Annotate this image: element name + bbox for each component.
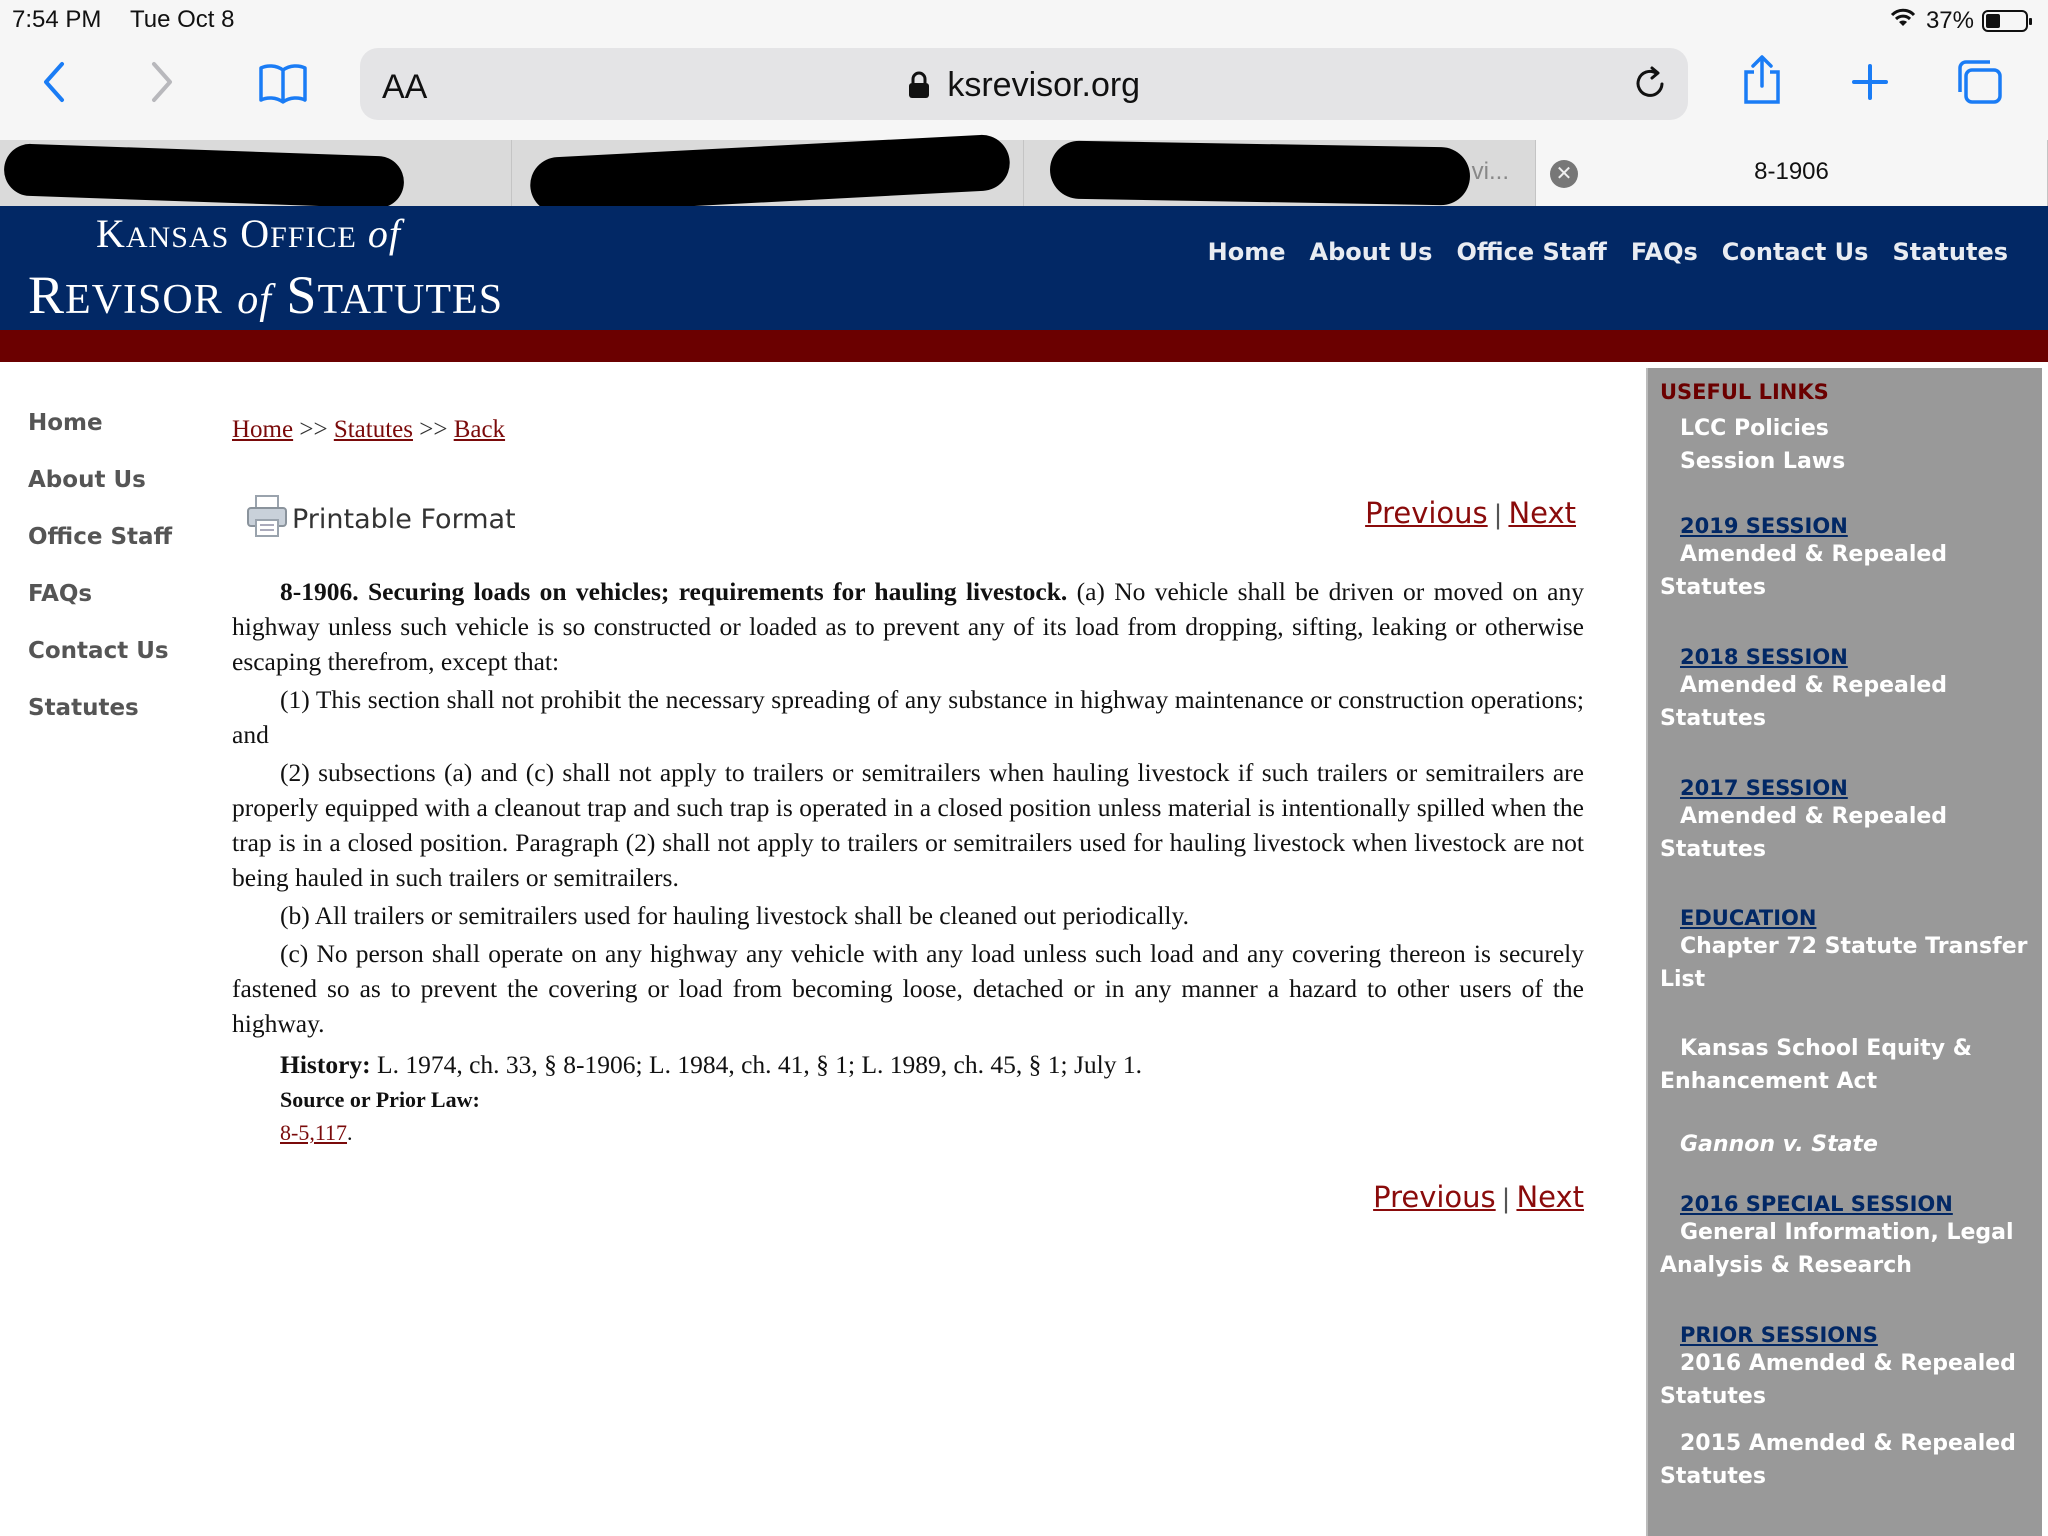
active-tab-title: 8-1906 xyxy=(1754,158,1829,185)
top-nav-statutes[interactable]: Statutes xyxy=(1892,238,2008,266)
address-bar[interactable] xyxy=(360,48,1688,120)
lock-icon xyxy=(908,66,947,104)
sidebar-link-chapter-72[interactable]: Chapter 72 Statute Transfer List xyxy=(1660,934,2028,992)
sidebar-link-2019-statutes[interactable]: Amended & Repealed Statutes xyxy=(1660,542,1948,600)
sidebar-school-equity xyxy=(1660,1032,2036,1098)
left-nav-faqs[interactable]: FAQs xyxy=(28,581,93,607)
breadcrumb-back[interactable]: Back xyxy=(453,416,506,443)
site-title-line1: KANSAS OFFICE of xyxy=(96,211,401,256)
status-right xyxy=(1888,6,2028,35)
sidebar-link-2017-statutes[interactable]: Amended & Repealed Statutes xyxy=(1660,804,1948,862)
forward-icon[interactable] xyxy=(148,60,176,109)
domain-text: ksrevisor.org xyxy=(947,66,1141,104)
sidebar-top-links xyxy=(1660,412,2036,478)
statute-text xyxy=(232,574,1584,1151)
left-nav-about-us[interactable]: About Us xyxy=(28,467,146,493)
breadcrumb-statutes[interactable]: Statutes xyxy=(333,416,413,443)
sidebar-link-prior-sessions[interactable]: PRIOR SESSIONS xyxy=(1680,1323,1878,1347)
battery-percent: 37% xyxy=(1925,6,1974,34)
breadcrumb-separator: >> xyxy=(299,416,328,443)
new-tab-icon[interactable] xyxy=(1850,62,1890,107)
share-icon[interactable] xyxy=(1740,54,1784,111)
breadcrumb xyxy=(232,416,1584,444)
left-nav-office-staff[interactable]: Office Staff xyxy=(28,524,173,550)
sidebar-link-session-laws[interactable]: Session Laws xyxy=(1680,449,1846,474)
statute-paragraph-b: (b) All trailers or semitrailers used for hauling livestock shall be cleaned out periodically. xyxy=(280,901,1189,930)
bookmarks-icon[interactable] xyxy=(258,62,308,109)
statute-paragraph-a: 8-1906. Securing loads on vehicles; requirements for hauling livestock. (a) No vehicle shall be driven or moved on any highway unless such vehicle is so constructed or loaded as to prevent any of its load from dropping, sifting, leaking or otherwise escaping therefrom, except that: xyxy=(232,577,1585,676)
printer-icon xyxy=(246,494,288,545)
close-tab-icon[interactable]: ✕ xyxy=(1550,160,1578,188)
top-nav-faqs[interactable]: FAQs xyxy=(1630,238,1698,266)
sidebar-session-2017 xyxy=(1660,776,2036,866)
sidebar-link-2015-statutes[interactable]: 2015 Amended & Repealed Statutes xyxy=(1660,1431,2016,1489)
statute-paragraph-1: (1) This section shall not prohibit the necessary spreading of any substance in highway maintenance or construction operations; and xyxy=(232,685,1584,749)
top-nav-about-us[interactable]: About Us xyxy=(1309,238,1433,266)
sidebar-session-2018 xyxy=(1660,645,2036,735)
site-header xyxy=(0,206,2048,330)
source-label: Source or Prior Law: xyxy=(280,1087,480,1112)
status-bar xyxy=(0,0,2048,40)
tabs-overview-icon[interactable] xyxy=(1954,58,2004,111)
browser-toolbar xyxy=(0,40,2048,140)
main-content xyxy=(232,416,1585,1214)
wifi-icon xyxy=(1888,6,1918,35)
status-time: 7:54 PM xyxy=(12,6,102,33)
breadcrumb-separator: >> xyxy=(419,416,448,443)
sidebar-special-session xyxy=(1660,1192,2036,1282)
sidebar-link-2017-session[interactable]: 2017 SESSION xyxy=(1680,776,1848,800)
statute-heading: 8-1906. Securing loads on vehicles; requirements for hauling livestock. xyxy=(280,577,1068,606)
sidebar-education xyxy=(1660,906,2036,996)
status-date: Tue Oct 8 xyxy=(130,6,235,33)
sidebar-link-special-info[interactable]: General Information, Legal Analysis & Research xyxy=(1660,1220,2014,1278)
left-nav-contact-us[interactable]: Contact Us xyxy=(28,638,169,664)
next-link[interactable]: Next xyxy=(1508,496,1576,530)
tab-bar xyxy=(0,140,2048,206)
top-nav-contact-us[interactable]: Contact Us xyxy=(1721,238,1869,266)
pager-separator: | xyxy=(1501,1184,1511,1214)
pager-bottom xyxy=(1373,1180,1584,1214)
left-nav xyxy=(28,410,172,752)
previous-link[interactable]: Previous xyxy=(1373,1180,1496,1214)
sidebar-prior-sessions xyxy=(1660,1323,2036,1493)
printable-format-label: Printable Format xyxy=(292,504,516,535)
tab-active[interactable] xyxy=(1536,140,2048,206)
sidebar-link-school-equity[interactable]: Kansas School Equity & Enhancement Act xyxy=(1660,1036,1972,1094)
reader-aa-button[interactable]: AA xyxy=(382,68,428,106)
statute-paragraph-2: (2) subsections (a) and (c) shall not apply to trailers or semitrailers when hauling livestock if such trailers or semitrailers are properly equipped with a cleanout trap and such trap is operated in a closed position unless material is intentionally spilled when the trap is in a closed position. Paragraph (2) shall not apply to trailers or semitrailers used for hauling livestock when livestock are not being hauled in such trailers or semitrailers. xyxy=(232,758,1584,892)
pager-top xyxy=(1365,496,1576,530)
reload-icon[interactable] xyxy=(1632,64,1668,107)
statute-paragraph-c: (c) No person shall operate on any highway any vehicle with any load unless such load and any covering thereon is securely fastened so as to prevent the covering or load from becoming loose, detached or in any manner a hazard to other users of the highway. xyxy=(232,939,1584,1038)
statute-history: History: L. 1974, ch. 33, § 8-1906; L. 1984, ch. 41, § 1; L. 1989, ch. 45, § 1; July 1. xyxy=(280,1050,1142,1079)
top-nav xyxy=(1208,238,2008,266)
redaction-mark xyxy=(1050,140,1471,205)
site-title-line2: REVISOR of STATUTES xyxy=(28,265,504,325)
printable-format-link[interactable] xyxy=(246,494,516,545)
previous-link[interactable]: Previous xyxy=(1365,496,1488,530)
back-icon[interactable] xyxy=(40,60,68,109)
top-nav-office-staff[interactable]: Office Staff xyxy=(1456,238,1607,266)
left-nav-home[interactable]: Home xyxy=(28,410,103,436)
next-link[interactable]: Next xyxy=(1516,1180,1584,1214)
source-prior-law: 8-5,117. xyxy=(280,1120,353,1145)
sidebar-session-2019 xyxy=(1660,514,2036,604)
top-nav-home[interactable]: Home xyxy=(1207,238,1286,266)
sidebar-link-2016-special-session[interactable]: 2016 SPECIAL SESSION xyxy=(1680,1192,1953,1216)
sidebar-link-2018-statutes[interactable]: Amended & Repealed Statutes xyxy=(1660,673,1948,731)
left-nav-statutes[interactable]: Statutes xyxy=(28,695,139,721)
header-accent-bar xyxy=(0,330,2048,362)
useful-links-heading: USEFUL LINKS xyxy=(1660,380,1829,404)
sidebar-link-2016-statutes[interactable]: 2016 Amended & Repealed Statutes xyxy=(1660,1351,2016,1409)
sidebar-link-2018-session[interactable]: 2018 SESSION xyxy=(1680,645,1848,669)
pager-separator: | xyxy=(1493,500,1503,530)
sidebar-link-lcc-policies[interactable]: LCC Policies xyxy=(1680,416,1829,441)
sidebar-link-education[interactable]: EDUCATION xyxy=(1680,906,1817,930)
battery-icon xyxy=(1982,10,2028,32)
useful-links-sidebar xyxy=(1646,368,2042,1536)
address-domain xyxy=(360,66,1688,105)
tab-fragment: vi... xyxy=(1471,158,1509,185)
sidebar-link-2019-session[interactable]: 2019 SESSION xyxy=(1680,514,1848,538)
sidebar-gannon xyxy=(1660,1128,2036,1161)
source-link[interactable]: 8-5,117 xyxy=(280,1120,348,1145)
breadcrumb-home[interactable]: Home xyxy=(232,416,294,443)
sidebar-link-gannon[interactable]: Gannon v. State xyxy=(1680,1132,1878,1157)
